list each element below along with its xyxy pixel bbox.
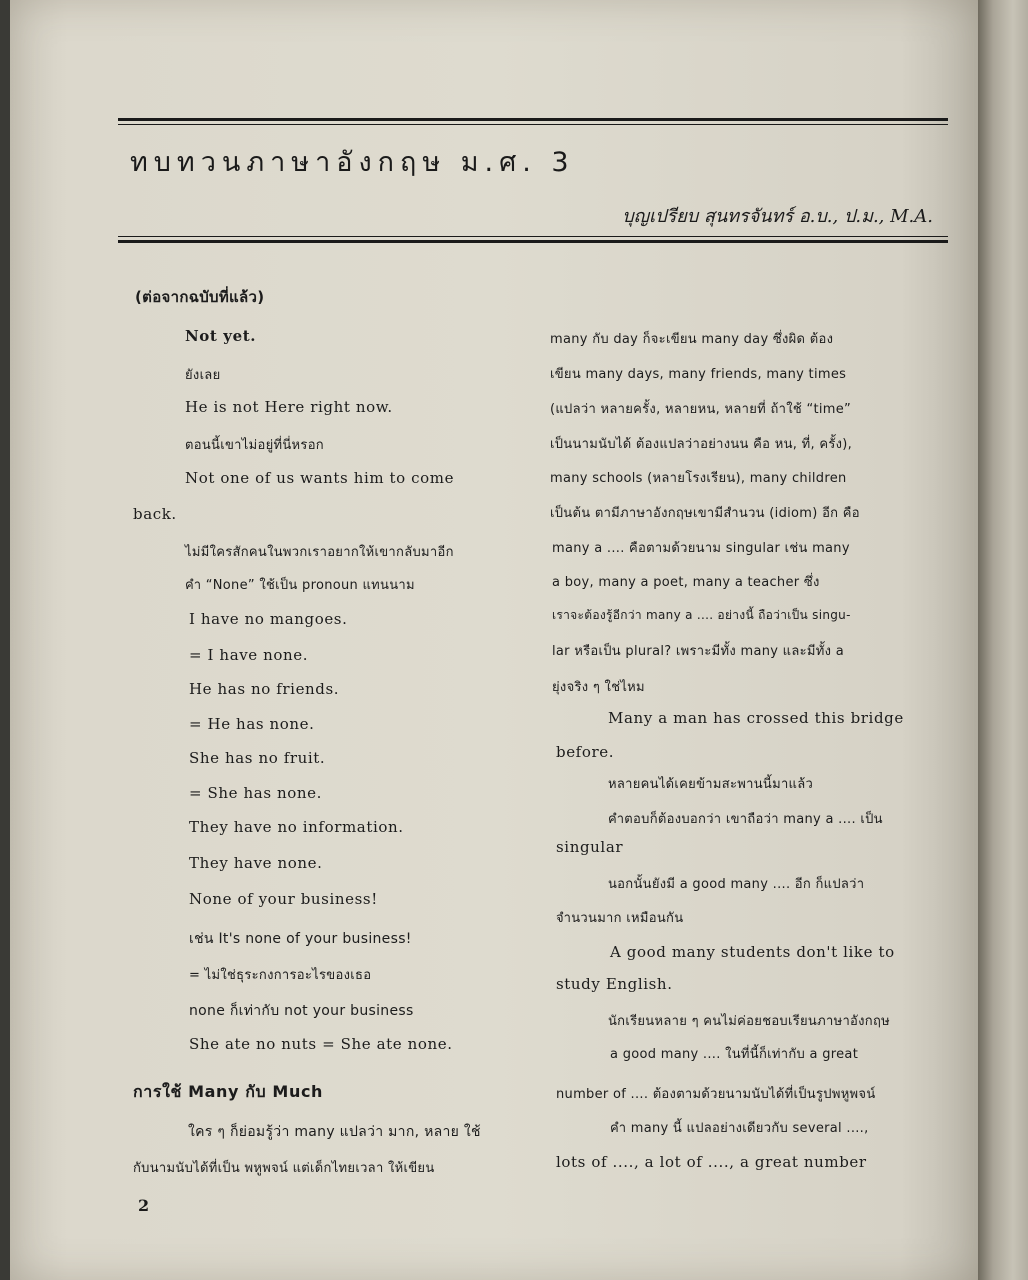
left-line-2: ยังเลย xyxy=(185,368,221,383)
left-line-4: ตอนนี้เขาไม่อยู่ที่นี่หรอก xyxy=(185,438,324,453)
right-line-10: lar หรือเป็น plural? เพราะมีทั้ง many และมีทั้ง a xyxy=(552,644,844,659)
left-line-14: = She has none. xyxy=(189,784,322,802)
left-line-9: I have no mangoes. xyxy=(189,610,348,628)
right-line-17: นอกนั้นยังมี a good many .... อีก ก็แปลว่า xyxy=(608,877,865,892)
left-line-12: = He has none. xyxy=(189,715,315,733)
section-line-1: ใคร ๆ ก็ย่อมรู้ว่า many แปลว่า มาก, หลาย ใช้ xyxy=(188,1124,481,1140)
right-line-8: a boy, many a poet, many a teacher ซึ่ง xyxy=(552,575,820,590)
left-line-15: They have no information. xyxy=(189,818,404,836)
header-rule-top xyxy=(118,118,948,121)
right-line-19: A good many students don't like to xyxy=(610,943,895,961)
right-line-23: number of .... ต้องตามด้วยนามนับได้ที่เป็นรูปพหูพจน์ xyxy=(556,1087,876,1102)
section-heading: การใช้ Many กับ Much xyxy=(133,1082,324,1101)
header-rule-top-thin xyxy=(118,124,948,125)
right-line-15: คำตอบก็ต้องบอกว่า เขาถือว่า many a .... เป็น xyxy=(608,812,883,827)
right-line-16: singular xyxy=(556,838,624,856)
article-title: ทบทวนภาษาอังกฤษ ม.ศ. 3 xyxy=(130,147,575,178)
section-line-2: กับนามนับได้ที่เป็น พหูพจน์ แต่เด็กไทยเวลา ให้เขียน xyxy=(133,1161,435,1176)
header-rule-bottom xyxy=(118,240,948,243)
header-rule-bottom-thin xyxy=(118,236,948,237)
right-line-25: lots of ...., a lot of ...., a great number xyxy=(556,1153,867,1171)
left-line-3: He is not Here right now. xyxy=(185,398,393,416)
right-line-3: (แปลว่า หลายครั้ง, หลายหน, หลายที่ ถ้าใช้ “time” xyxy=(550,402,852,417)
left-line-17: None of your business! xyxy=(189,890,378,908)
left-line-18: เช่น It's none of your business! xyxy=(189,931,412,947)
right-line-7: many a .... คือตามด้วยนาม singular เช่น many xyxy=(552,541,850,556)
right-line-2: เขียน many days, many friends, many times xyxy=(550,367,847,382)
right-line-18: จำนวนมาก เหมือนกัน xyxy=(556,911,684,926)
right-line-21: นักเรียนหลาย ๆ คนไม่ค่อยชอบเรียนภาษาอังกฤษ xyxy=(608,1014,891,1029)
continued-note: (ต่อจากฉบับที่แล้ว) xyxy=(135,288,265,306)
right-line-14: หลายคนได้เคยข้ามสะพานนี้มาแล้ว xyxy=(608,777,814,792)
article-author: บุญเปรียบ สุนทรจันทร์ อ.บ., ป.ม., M.A. xyxy=(622,206,933,227)
right-line-20: study English. xyxy=(556,975,673,993)
left-line-20: none ก็เท่ากับ not your business xyxy=(189,1003,414,1019)
left-line-6: back. xyxy=(133,505,177,523)
right-line-1: many กับ day ก็จะเขียน many day ซึ่งผิด ต้อง xyxy=(550,332,834,347)
right-line-11: ยุ่งจริง ๆ ใช่ไหม xyxy=(552,680,645,695)
left-line-8: คำ “None” ใช้เป็น pronoun แทนนาม xyxy=(185,578,415,593)
left-line-1: Not yet. xyxy=(185,327,257,345)
left-line-11: He has no friends. xyxy=(189,680,340,698)
left-line-19: = ไม่ใช่ธุระกงการอะไรของเธอ xyxy=(189,968,372,983)
left-line-13: She has no fruit. xyxy=(189,749,326,767)
left-line-10: = I have none. xyxy=(189,646,309,664)
next-page-edge xyxy=(978,0,1028,1280)
right-line-9: เราจะต้องรู้อีกว่า many a .... อย่างนี้ ถือว่าเป็น singu- xyxy=(552,608,851,622)
left-line-7: ไม่มีใครสักคนในพวกเราอยากให้เขากลับมาอีก xyxy=(185,545,454,560)
right-line-12: Many a man has crossed this bridge xyxy=(608,709,904,727)
right-line-22: a good many .... ในที่นี้ก็เท่ากับ a great xyxy=(610,1047,859,1062)
right-line-6: เป็นต้น ตามีภาษาอังกฤษเขามีสำนวน (idiom) อีก คือ xyxy=(550,506,860,521)
right-line-24: คำ many นี้ แปลอย่างเดียวกับ several ...., xyxy=(610,1121,869,1136)
page-number: 2 xyxy=(138,1196,150,1215)
right-line-5: many schools (หลายโรงเรียน), many children xyxy=(550,471,847,486)
right-line-13: before. xyxy=(556,743,615,761)
right-line-4: เป็นนามนับได้ ต้องแปลว่าอย่างนน คือ หน, ที่, ครั้ง), xyxy=(550,437,853,452)
left-line-16: They have none. xyxy=(189,854,323,872)
left-line-5: Not one of us wants him to come xyxy=(185,469,455,487)
left-line-21: She ate no nuts = She ate none. xyxy=(189,1035,453,1053)
